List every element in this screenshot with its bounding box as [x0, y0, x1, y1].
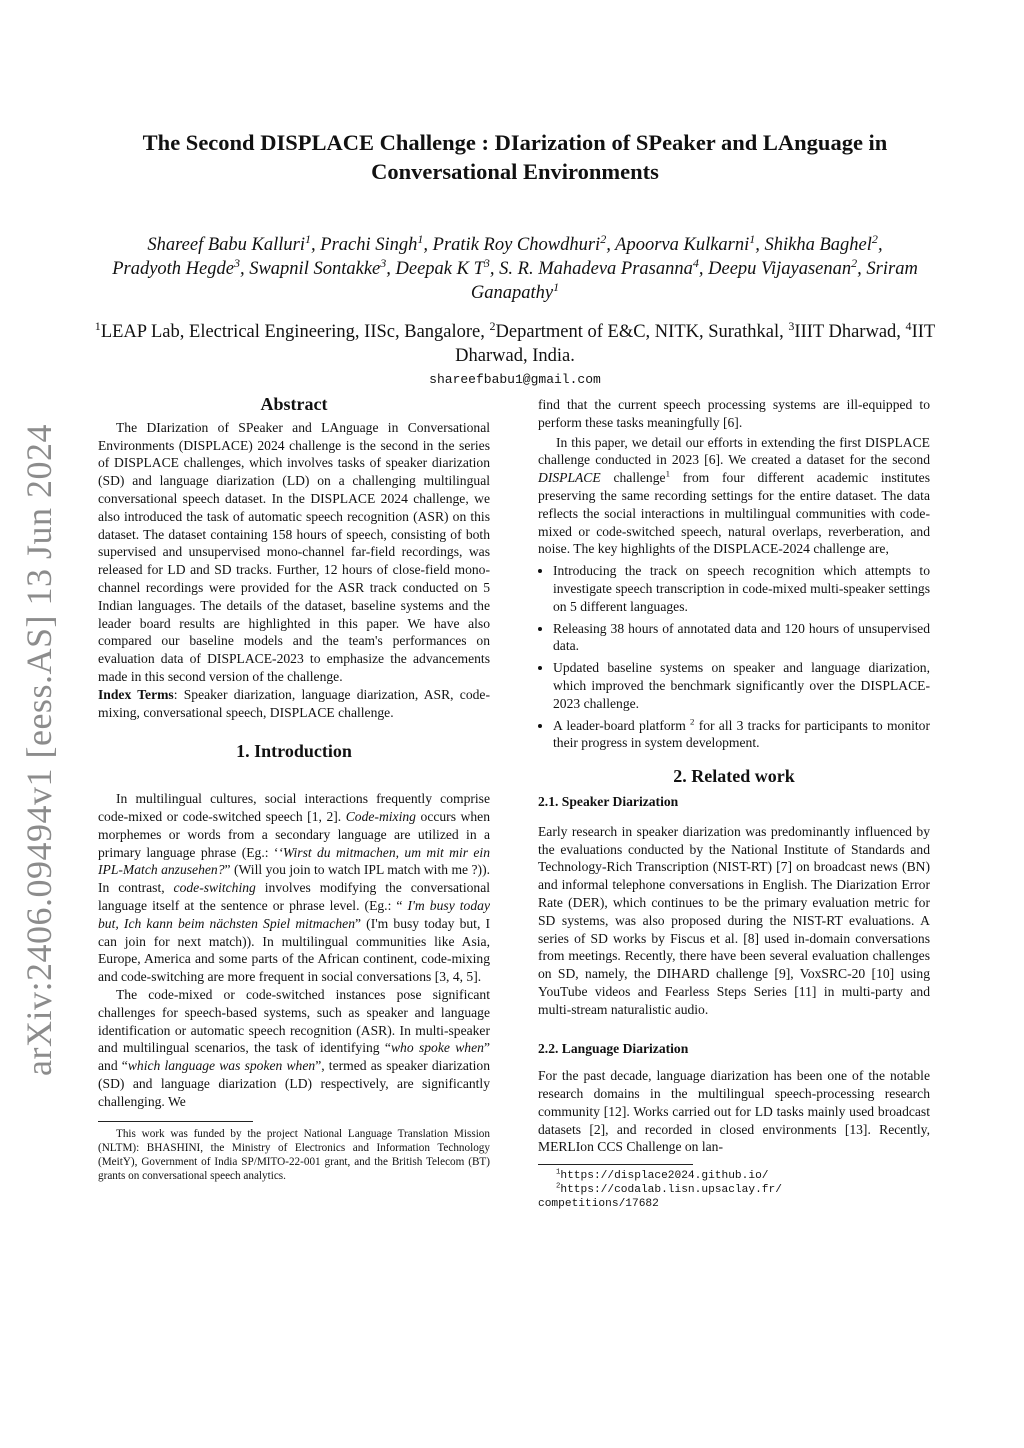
author-email[interactable]: shareefbabu1@gmail.com	[429, 372, 601, 387]
arxiv-stamp-text: arXiv:2406.09494v1 [eess.AS] 13 Jun 2024	[19, 424, 59, 1076]
left-column	[98, 396, 490, 1183]
author-name: Sriram Ganapathy	[470, 259, 918, 303]
highlight-item	[553, 562, 930, 615]
affiliation-number: 1	[94, 318, 101, 333]
highlights-list	[538, 562, 930, 752]
highlight-text-tail: for all 3 tracks for participants to monitor their progress in system development.	[553, 717, 931, 751]
author-affiliation-mark: 3	[380, 255, 387, 270]
affiliation-text: Department of E&C, NITK, Surathkal,	[495, 322, 789, 342]
emphasis-text: which language was spoken when	[127, 1058, 316, 1074]
author-name: Deepu Vijayasenan	[708, 259, 852, 279]
author-affiliation-mark: 1	[305, 231, 312, 246]
intro-paragraph-2	[98, 986, 490, 1111]
body-text: The code-mixed or code-switched instances pose significant challenges for speech-based systems, such as speaker and language identification or automatic speech recognition (ASR). In multi-speaker and multilingual scenarios, the task of identifying “	[98, 986, 490, 1056]
author-affiliation-mark: 1	[749, 231, 756, 246]
index-terms-text: : Speaker diarization, language diarization, ASR, code-mixing, conversational speech, DISPLACE challenge.	[98, 686, 490, 720]
highlight-text: Introducing the track on speech recognition which attempts to investigate speech transcription in code-mixed multi-speaker settings on 5 different languages.	[553, 563, 930, 614]
emphasis-text: code-switching	[173, 880, 256, 896]
right-column	[538, 396, 930, 1211]
author-affiliation-mark: 4	[692, 255, 699, 270]
highlight-item	[553, 659, 930, 712]
p3-text-a: In this paper, we detail our efforts in extending the first DISPLACE challenge conducted in 2023 [6]. We created a dataset for the second	[538, 434, 930, 468]
abstract-body: The DIarization of SPeaker and LAnguage in Conversational Environments (DISPLACE) 2024 challenge is the second in the series of DISPLACE challenges, which involves tasks of speaker diarization (SD) and language diarization (LD) on a challenging multilingual conversational speech dataset. In the DISPLACE 2024 challenge, we also introduced the task of automatic speech recognition (ASR) on this dataset. The dataset containing 158 hours of speech, consisting of both supervised and unsupervised mono-channel far-field recordings, was released for LD and SD tracks. Further, 12 hours of close-field mono-channel recordings were provided for the ASR track conducted on 5 Indian languages. The details of the dataset, baseline systems and the leader board results are highlighted in this paper. We have also compared our baseline models and the team's performances on evaluation data of DISPLACE-2023 to emphasize the advancements made in this second version of the challenge.	[98, 419, 490, 684]
intro-paragraph-1	[98, 790, 490, 986]
highlight-item	[553, 717, 930, 753]
affiliation-text: IIT Dharwad, India.	[455, 322, 936, 366]
highlight-text: Updated baseline systems on speaker and language diarization, which improved the benchmark significantly over the DISPLACE-2023 challenge.	[553, 660, 930, 711]
intro-continuation: find that the current speech processing systems are ill-equipped to perform these tasks meaningfully [6].	[538, 397, 930, 430]
p3-text-mid: challenge	[600, 470, 666, 486]
footnote-link[interactable]: https://displace2024.github.io/	[560, 1170, 769, 1183]
abstract-heading: Abstract	[260, 394, 328, 414]
body-text: In multilingual cultures, social interactions frequently comprise code-mixed or code-switched speech [1, 2].	[98, 791, 490, 824]
emphasis-text: ‘Wirst du mitmachen, um mit mir ein IPL-Match anzusehen?	[98, 844, 490, 878]
highlight-text: Releasing 38 hours of annotated data and 120 hours of unsupervised data.	[553, 620, 930, 654]
emphasis-text: who spoke when	[390, 1040, 484, 1056]
author-name: S. R. Mahadeva Prasanna	[499, 259, 693, 279]
footnote-rule-left	[98, 1121, 253, 1122]
footnote-rule-right	[538, 1164, 693, 1165]
author-name: Shikha Baghel	[764, 235, 872, 255]
body-text: involves modifying the conversational language itself at the sentence or phrase level. (Eg.: “	[98, 880, 490, 913]
author-name: Deepak K T	[395, 259, 484, 279]
section-introduction-heading: 1. Introduction	[236, 741, 352, 762]
author-affiliation-mark: 2	[851, 255, 858, 270]
footnote-number: 2	[556, 1182, 561, 1191]
emphasis-text: I'm busy today but, Ich kann beim nächsten Spiel mitmachen	[98, 897, 490, 931]
affiliation-text: LEAP Lab, Electrical Engineering, IISc, Bangalore,	[100, 322, 490, 342]
body-text: ” (Will you join to watch IPL match with me ?)). In contrast,	[98, 862, 490, 896]
affiliation-number: 3	[788, 318, 795, 333]
author-affiliation-mark: 3	[483, 255, 490, 270]
p3-text-end: from four different academic institutes preserving the same recording settings for the entire dataset. The data reflects the social interactions in multilingual communities with code-mixed or code-switched speech, natural overlaps, reverberation, and noise. The key highlights of the DISPLACE-2024 challenge are,	[538, 470, 930, 557]
author-name: Shareef Babu Kalluri	[147, 235, 306, 255]
author-name: Swapnil Sontakke	[249, 259, 381, 279]
author-list: Shareef Babu Kalluri$^1$, Prachi Singh$^1$, Pratik Roy Chowdhuri$^2$, Apoorva Kulkarni$^1$, Shikha Baghel$^2$, Pradyoth Hegde$^3$, Swapnil Sontakke$^3$, Deepak K $T^3$, S. R. Mahadeva Prasanna$^4$, Deepu Vijayasenan$^2$, Sriram Ganapathy$^1$	[112, 231, 918, 303]
section-related-work-heading: 2. Related work	[673, 766, 795, 787]
intro-paragraph-3	[538, 434, 930, 559]
footnote-ref-1[interactable]: 1	[665, 468, 670, 479]
author-affiliation-mark: 2	[871, 231, 878, 246]
speaker-diarization-body: Early research in speaker diarization was predominantly influenced by the evaluations conducted by the National Institute of Standards and Technology-Rich Transcription (NIST-RT) [7] on broadcast news (BN) and informal telephone conversations in English. The Diarization Error Rate (DER), which continues to be the primary evaluation metric for SD systems, was also proposed during the NIST-RT evaluations. A series of SD works by Fiscus et al. [8] used in-domain conversations from meetings. Recently, there have been several evaluation challenges on SD, namely, the DIHARD challenge [9], VoxSRC-20 [10] using YouTube videos and Fearless Steps Series [11] in multi-party and multi-stream naturalistic audio.	[538, 823, 930, 1017]
footnote-ref-2[interactable]: 2	[690, 716, 695, 727]
author-affiliation-mark: 1	[553, 279, 560, 294]
subsection-language-diarization-heading: 2.2. Language Diarization	[538, 1040, 689, 1056]
affiliation-list	[90, 320, 940, 368]
index-terms-label: Index Terms	[98, 686, 174, 702]
author-affiliation-mark: 1	[417, 231, 424, 246]
title-line-2: Conversational Environments	[371, 159, 659, 184]
author-name: Prachi Singh	[320, 235, 418, 255]
p3-italic: DISPLACE	[538, 470, 601, 486]
footnote-url	[538, 1183, 930, 1211]
funding-footnote: This work was funded by the project National Language Translation Mission (NLTM): BHASHINI, the Ministry of Electronics and Information Technology (MeitY), Government of India SP/MITO-22-001 grant, and the British Telecom (BT) grants on conversational speech analytics.	[98, 1128, 490, 1183]
footnote-link[interactable]: https://codalab.lisn.upsaclay.fr/	[560, 1184, 782, 1197]
url-footnotes	[538, 1169, 930, 1211]
emphasis-text: Code-mixing	[345, 808, 416, 824]
body-text: ” and “	[98, 1040, 490, 1074]
author-affiliation-mark: 2	[600, 231, 607, 246]
highlight-text: A leader-board platform	[553, 717, 691, 733]
affiliation-text: IIIT Dharwad,	[794, 322, 906, 342]
body-text: ”, termed as speaker diarization (SD) and language diarization (LD) respectively, are significantly challenging. We	[98, 1058, 490, 1109]
body-text: occurs when morphemes or words from a secondary language are utilized in a primary language phrase (Eg.: ‘	[98, 808, 490, 860]
highlight-item	[553, 620, 930, 656]
affiliation-number: 4	[905, 318, 912, 333]
arxiv-stamp	[4, 420, 74, 1080]
body-text: ” (I'm busy today but, I can join for next match)). In multilingual communities like Asia, Europe, America and some parts of the African continent, code-mixing and code-switching are more frequent in social conversations [3, 4, 5].	[98, 915, 491, 985]
language-diarization-body: For the past decade, language diarization has been one of the notable research domains in the multilingual speech-processing research community [12]. Works carried out for LD tasks mainly used broadcast datasets [2], and recorded in closed environments [13]. Recently, MERLIon CCS Challenge on lan-	[538, 1068, 930, 1155]
footnote-link-cont[interactable]: competitions/17682	[538, 1198, 659, 1211]
footnote-number: 1	[556, 1168, 561, 1177]
footnote-url	[538, 1169, 930, 1183]
author-affiliation-mark: 3	[233, 255, 240, 270]
title-line-1: The Second DISPLACE Challenge : DIarization of SPeaker and LAnguage in	[142, 130, 888, 155]
index-terms	[98, 686, 490, 722]
paper-title	[90, 128, 940, 186]
subsection-speaker-diarization-heading: 2.1. Speaker Diarization	[538, 793, 679, 809]
affiliation-number: 2	[489, 318, 496, 333]
author-name: Pradyoth Hegde	[112, 259, 234, 279]
author-name: Apoorva Kulkarni	[615, 235, 750, 255]
author-name: Pratik Roy Chowdhuri	[432, 235, 601, 255]
